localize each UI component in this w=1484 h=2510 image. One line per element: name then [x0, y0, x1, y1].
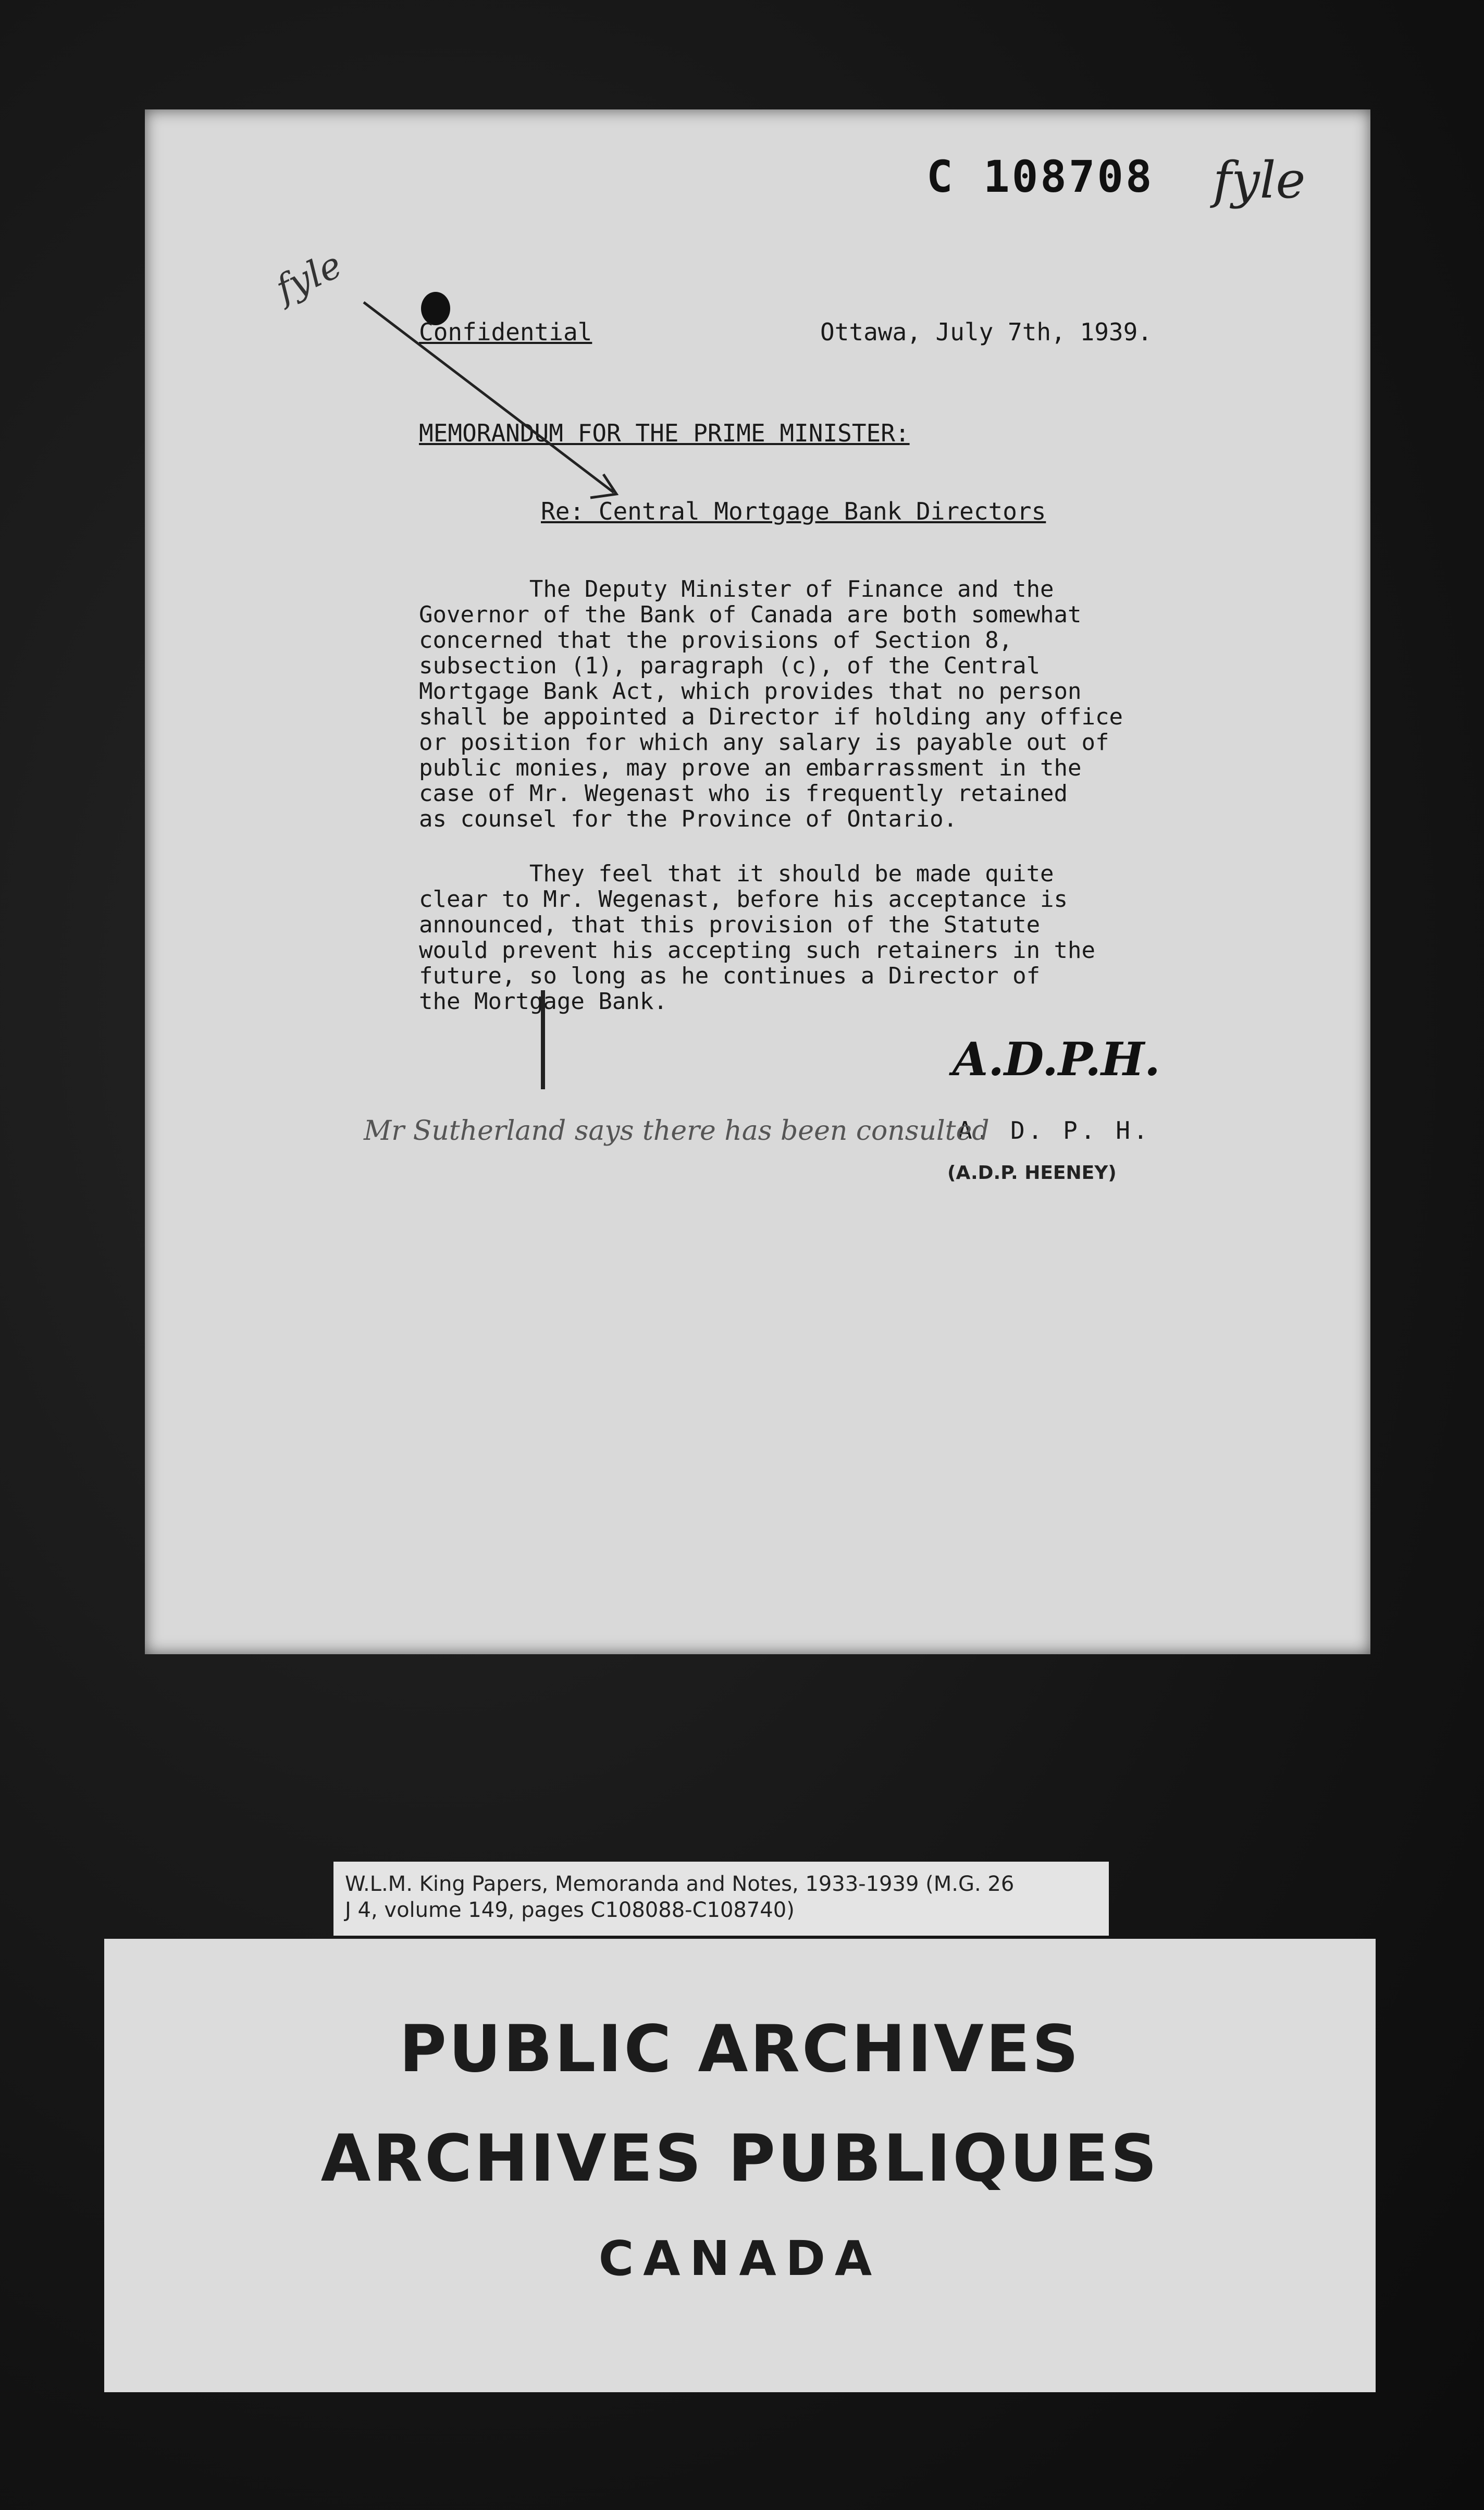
archives-label — [104, 1939, 1376, 2392]
memo-page — [145, 109, 1370, 1654]
memo-paragraph-1: The Deputy Minister of Finance and the Governor of the Bank of Canada are both somewhat concerned that the provisions of Section 8, subsection (1), paragraph (c), of the Central Mortgage Bank Act, which provides that no person shall be appointed a Director if holding any office or position for which any salary is payable out of public monies, may prove an embarrassment in the case of Mr. Wegenast who is frequently retained as counsel for the Province of Ontario. — [419, 576, 1123, 832]
memo-subject: Re: Central Mortgage Bank Directors — [541, 497, 1046, 525]
handwritten-margin-note: Mr Sutherland says there has been consulted — [364, 1115, 990, 1147]
memo-heading: MEMORANDUM FOR THE PRIME MINISTER: — [419, 419, 910, 447]
archives-label-english: PUBLIC ARCHIVES — [399, 2012, 1081, 2087]
handwritten-annotation-top: fyle — [1213, 151, 1306, 210]
signature: A.D.P.H. — [953, 1032, 1160, 1086]
reference-number: C 108708 — [926, 151, 1154, 202]
citation-label — [333, 1862, 1109, 1936]
archives-label-french: ARCHIVES PUBLIQUES — [320, 2121, 1159, 2196]
memo-paragraph-2: They feel that it should be made quite clear to Mr. Wegenast, before his acceptance is announced, that this provision of the Statute would prevent his accepting such retainers in the future, so long as he continues a Director of the Mortgage Bank. — [419, 860, 1096, 1015]
citation-line-2: J 4, volume 149, pages C108088-C108740) — [345, 1898, 795, 1922]
citation-line-1: W.L.M. King Papers, Memoranda and Notes, 1933-1939 (M.G. 26 — [345, 1872, 1015, 1896]
signer-full-name: (A.D.P. HEENEY) — [947, 1162, 1117, 1184]
typed-initials: A. D. P. H. — [958, 1116, 1151, 1145]
dateline: Ottawa, July 7th, 1939. — [820, 318, 1152, 346]
archives-label-country: CANADA — [598, 2231, 882, 2286]
confidential-label: Confidential — [419, 318, 592, 346]
handwritten-annotation-left: fyle — [269, 243, 349, 311]
